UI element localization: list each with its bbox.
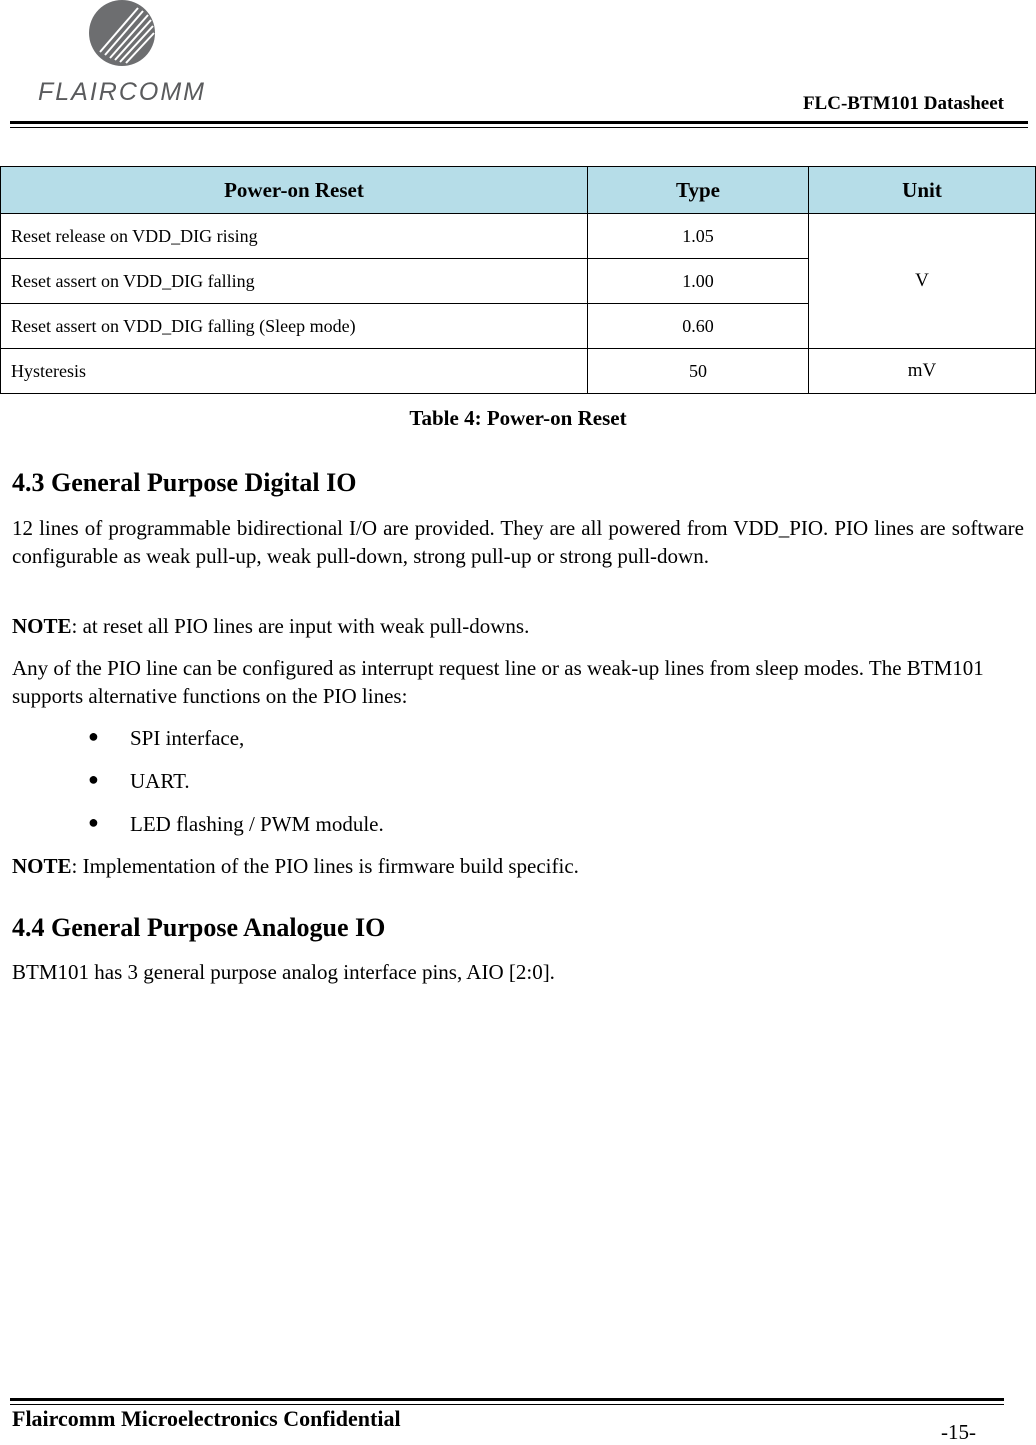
row-label: Reset assert on VDD_DIG falling	[1, 259, 588, 304]
note-text: : Implementation of the PIO lines is firmware build specific.	[71, 854, 579, 878]
table-header-row	[1, 167, 1036, 214]
row-value: 0.60	[588, 304, 809, 349]
document-title: FLC-BTM101 Datasheet	[802, 93, 1004, 114]
note-label: NOTE	[12, 614, 72, 638]
bullet-icon: ●	[88, 726, 99, 746]
section-heading-4-3: 4.3 General Purpose Digital IO	[12, 468, 357, 497]
section-heading-4-4: 4.4 General Purpose Analogue IO	[12, 913, 386, 942]
footer-rule-thick	[10, 1398, 1004, 1401]
power-on-reset-table	[0, 166, 1036, 394]
flaircomm-logo	[38, 0, 208, 108]
header-rule-thick	[10, 121, 1028, 124]
row-value: 1.00	[588, 259, 809, 304]
row-label: Reset assert on VDD_DIG falling (Sleep mode)	[1, 304, 588, 349]
footer-rule-thin	[10, 1404, 1004, 1405]
list-item-text: LED flashing / PWM module.	[130, 812, 384, 836]
page-number: -15-	[941, 1420, 976, 1444]
table-caption: Table 4: Power-on Reset	[409, 406, 627, 430]
row-label: Reset release on VDD_DIG rising	[1, 214, 588, 259]
header-rule-thin	[10, 127, 1028, 128]
footer-company: Flaircomm Microelectronics Confidential	[12, 1406, 401, 1431]
note-label: NOTE	[12, 854, 72, 878]
list-item-text: SPI interface,	[130, 726, 245, 750]
note-reset	[12, 612, 1024, 640]
header-unit: Unit	[809, 167, 1036, 214]
header-power-on-reset: Power-on Reset	[1, 167, 588, 214]
table-row	[1, 214, 1036, 259]
paragraph-alt-functions: Any of the PIO line can be configured as interrupt request line or as weak-up lines from sleep modes. The BTM101 supports alternative functions on the PIO lines:	[12, 656, 984, 708]
note-firmware	[12, 852, 1024, 880]
table-row	[1, 349, 1036, 394]
bullet-icon: ●	[88, 812, 99, 832]
paragraph-io-lines: 12 lines of programmable bidirectional I/O are provided. They are all powered from VDD_PIO. PIO lines are software configurable as weak pull-up, weak pull-down, strong pull-up or strong pull-down.	[12, 516, 1024, 568]
bullet-icon: ●	[88, 769, 99, 789]
row-value: 1.05	[588, 214, 809, 259]
unit-volts: V	[809, 214, 1036, 349]
list-item-text: UART.	[130, 769, 190, 793]
header-type: Type	[588, 167, 809, 214]
row-value: 50	[588, 349, 809, 394]
unit-millivolts: mV	[809, 349, 1036, 394]
note-text: : at reset all PIO lines are input with weak pull-downs.	[71, 614, 530, 638]
paragraph-analog-io: BTM101 has 3 general purpose analog interface pins, AIO [2:0].	[12, 960, 555, 984]
svg-text:FLAIRCOMM: FLAIRCOMM	[38, 78, 206, 106]
row-label: Hysteresis	[1, 349, 588, 394]
